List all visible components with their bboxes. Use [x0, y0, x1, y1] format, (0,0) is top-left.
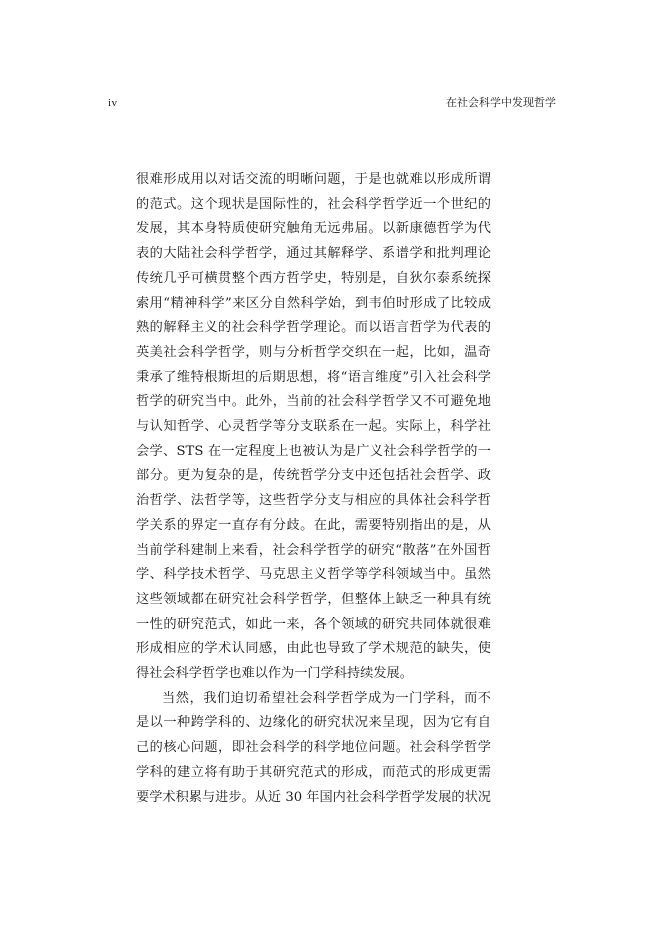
paragraph-new: 当然，我们迫切希望社会科学哲学成为一门学科，而不是以一种跨学科的、边缘化的研究状况来呈现，因为它有自己的核心问题，即社会科学的科学地位问题。社会科学哲学学科的建立将有助于其研究范式的形成，而范式的形成更需要学术积累与进步。从近 30 年国内社会科学哲学发展的状况 — [136, 690, 491, 805]
running-header — [108, 95, 556, 111]
page-number: iv — [108, 97, 118, 109]
paragraph-continued: 很难形成用以对话交流的明晰问题，于是也就难以形成所谓的范式。这个现状是国际性的，社会科学哲学近一个世纪的发展，其本身特质使研究触角无远弗届。以新康德哲学为代表的大陆社会科学哲学，通过其解释学、系谱学和批判理论传统几乎可横贯整个西方哲学史，特别是，自狄尔泰系统探索用“精神科学”来区分自然科学始，到韦伯时形成了比较成熟的解释主义的社会科学哲学理论。而以语言哲学为代表的英美社会科学哲学，则与分析哲学交织在一起，比如，温奇秉承了维特根斯坦的后期思想，将“语言维度”引入社会科学哲学的研究当中。此外，当前的社会科学哲学又不可避免地与认知哲学、心灵哲学等分支联系在一起。实际上，科学社会学、STS 在一定程度上也被认为是广义社会科学哲学的一部分。更为复杂的是，传统哲学分支中还包括社会哲学、政治哲学、法哲学等，这些哲学分支与相应的具体社会科学哲学关系的界定一直存有分歧。在此，需要特别指出的是，从当前学科建制上来看，社会科学哲学的研究“散落”在外国哲学、科学技术哲学、马克思主义哲学等学科领域当中。虽然这些领域都在研究社会科学哲学，但整体上缺乏一种具有统一性的研究范式，如此一来，各个领域的研究共同体就很难形成相应的学术认同感，由此也导致了学术规范的缺失，使得社会科学哲学也难以作为一门学科持续发展。 — [136, 172, 491, 682]
running-title: 在社会科学中发现哲学 — [446, 96, 556, 109]
body-text — [136, 168, 491, 810]
